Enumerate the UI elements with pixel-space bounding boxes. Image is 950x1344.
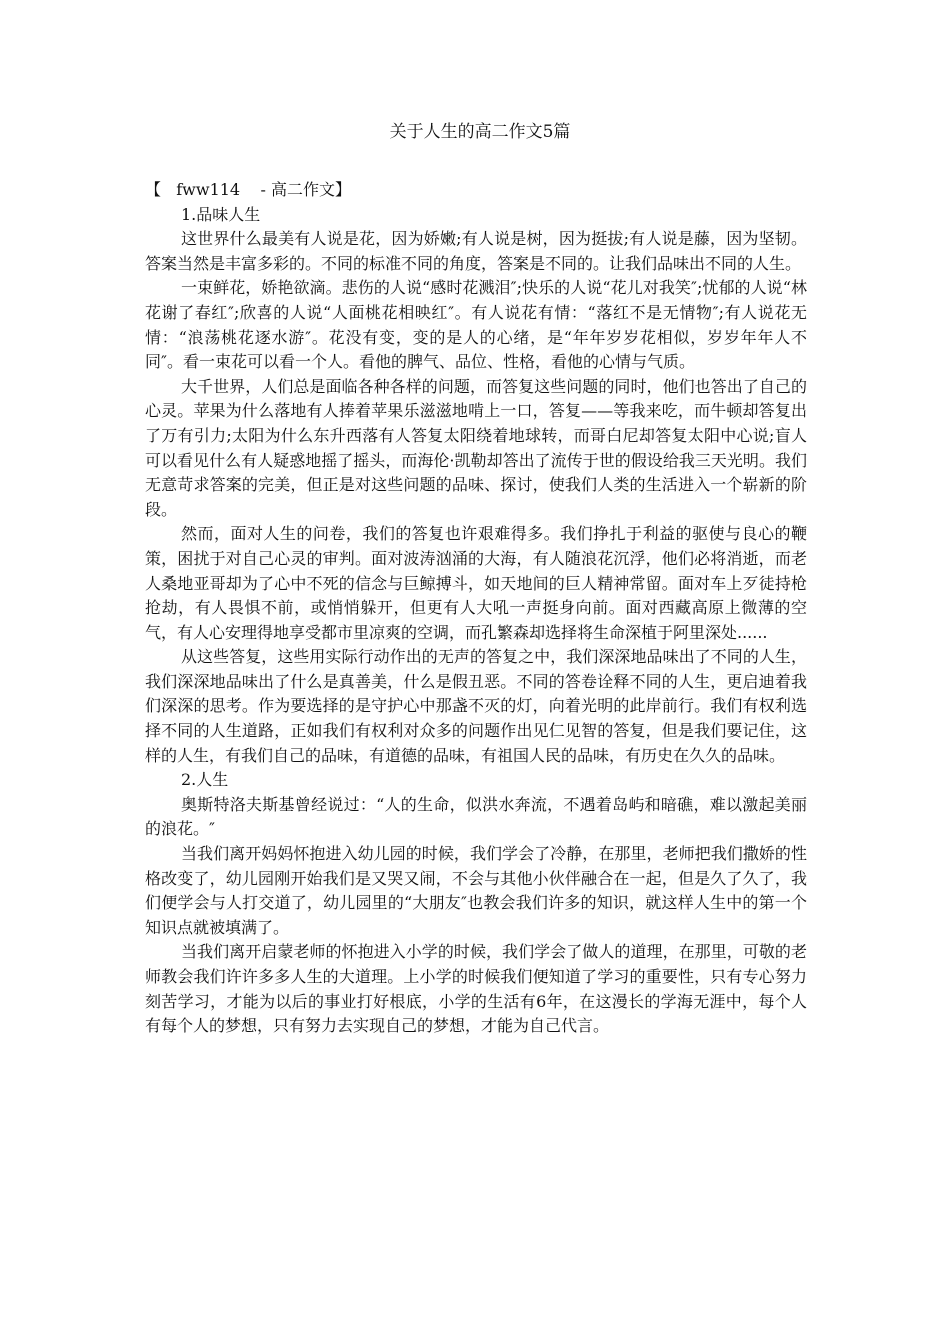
document-title: 关于人生的高二作文5篇 <box>389 122 571 142</box>
document-body <box>145 203 807 1039</box>
body-paragraph: 当我们离开妈妈怀抱进入幼儿园的时候，我们学会了冷静，在那里，老师把我们撒娇的性格改变了，幼儿园刚开始我们是又哭又闹，不会与其他小伙伴融合在一起，但是久了久了，我们便学会与人打交道了，幼儿园里的“大朋友″也教会我们许多的知识，就这样人生中的第一个知识点就被填满了。 <box>145 844 807 937</box>
body-paragraph: 这世界什么最美有人说是花，因为娇嫩;有人说是树，因为挺拔;有人说是藤，因为坚韧。答案当然是丰富多彩的。不同的标准不同的角度，答案是不同的。让我们品味出不同的人生。 <box>145 229 807 273</box>
body-paragraph: 然而，面对人生的问卷，我们的答复也许艰难得多。我们挣扎于利益的驱使与良心的鞭策，困扰于对自己心灵的审判。面对波涛汹涌的大海，有人随浪花沉浮，他们必将消逝，而老人桑地亚哥却为了心中不死的信念与巨鲸搏斗，如天地间的巨人精神常留。面对车上歹徒持枪抢劫，有人畏惧不前，或悄悄躲开，但更有人大吼一声挺身向前。面对西藏高原上微薄的空气，有人心安理得地享受都市里凉爽的空调，而孔繁森却选择将生命深植于阿里深处...... <box>145 524 807 642</box>
body-paragraph: 当我们离开启蒙老师的怀抱进入小学的时候，我们学会了做人的道理，在那里，可敬的老师教会我们许许多多人生的大道理。上小学的时候我们便知道了学习的重要性，只有专心努力刻苦学习，才能为以后的事业打好根底，小学的生活有6年，在这漫长的学海无涯中，每个人有每个人的梦想，只有努力去实现自己的梦想，才能为自己代言。 <box>145 942 807 1036</box>
body-paragraph: 一束鲜花，娇艳欲滴。悲伤的人说“感时花溅泪″;快乐的人说“花儿对我笑″;忧郁的人说“林花谢了春红″;欣喜的人说“人面桃花相映红″。有人说花有情：“落红不是无情物″;有人说花无情：“浪荡桃花逐水游″。花没有变，变的是人的心绪，是“年年岁岁花相似，岁岁年年人不同″。看一束花可以看一个人。看他的脾气、品位、性格，看他的心情与气质。 <box>145 278 807 372</box>
document-meta: 【 fww114 - 高二作文】 <box>145 180 351 199</box>
document-page <box>145 120 807 1039</box>
section-heading: 1.品味人生 <box>181 204 261 224</box>
body-paragraph: 奥斯特洛夫斯基曾经说过：“人的生命，似洪水奔流，不遇着岛屿和暗礁，难以激起美丽的浪花。″ <box>145 794 807 839</box>
body-paragraph: 从这些答复，这些用实际行动作出的无声的答复之中，我们深深地品味出了不同的人生，我们深深地品味出了什么是真善美，什么是假丑恶。不同的答卷诠释不同的人生，更启迪着我们深深的思考。作为要选择的是守护心中那盏不灭的灯，向着光明的此岸前行。我们有权利选择不同的人生道路，正如我们有权利对众多的问题作出见仁见智的答复，但是我们要记住，这样的人生，有我们自己的品味，有道德的品味，有祖国人民的品味，有历史在久久的品味。 <box>145 647 807 765</box>
body-paragraph: 大千世界，人们总是面临各种各样的问题，而答复这些问题的同时，他们也答出了自己的心灵。苹果为什么落地有人捧着苹果乐滋滋地啃上一口，答复——等我来吃，而牛顿却答复出了万有引力;太阳为什么东升西落有人答复太阳绕着地球转，而哥白尼却答复太阳中心说;盲人可以看见什么有人疑惑地摇了摇头，而海伦·凯勒却答出了流传于世的假设给我三天光明。我们无意苛求答案的完美，但正是对这些问题的品味、探讨，使我们人类的生活进入一个崭新的阶段。 <box>145 376 807 519</box>
section-heading: 2.人生 <box>181 770 229 790</box>
